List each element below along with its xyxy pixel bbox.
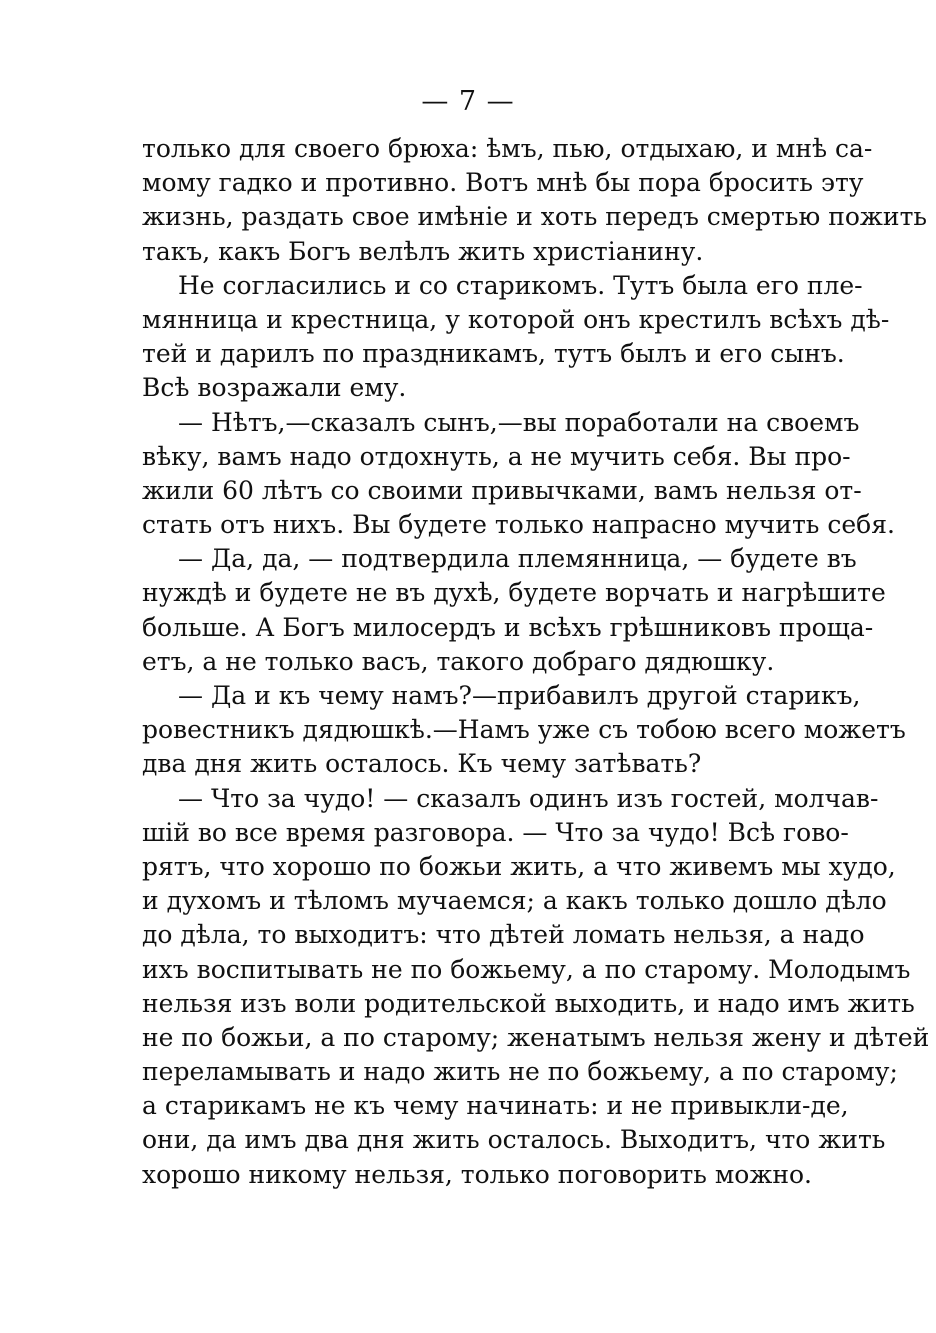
text-line: мому гадко и противно. Вотъ мнѣ бы пора бросить эту: [142, 168, 864, 198]
text-line: два дня жить осталось. Къ чему затѣвать?: [142, 749, 702, 779]
text-line: шій во все время разговора. — Что за чудо! Всѣ гово-: [142, 817, 849, 847]
text-line: не по божьи, а по старому; женатымъ нельзя жену и дѣтей: [142, 1022, 930, 1052]
text-line: больше. А Богъ милосердъ и всѣхъ грѣшниковъ проща-: [142, 612, 874, 642]
text-line: до дѣла, то выходитъ: что дѣтей ломать нельзя, а надо: [142, 920, 865, 950]
text-line: етъ, а не только васъ, такого добраго дядюшку.: [142, 646, 775, 676]
text-line: — Что за чудо! — сказалъ одинъ изъ гостей, молчав-: [178, 783, 879, 813]
text-line: мянница и крестница, у которой онъ крестилъ всѣхъ дѣ-: [142, 304, 890, 334]
text-line: переламывать и надо жить не по божьему, а по старому;: [142, 1057, 898, 1087]
text-line: хорошо никому нельзя, только поговорить можно.: [142, 1159, 812, 1189]
text-line: и духомъ и тѣломъ мучаемся; а какъ только дошло дѣло: [142, 886, 887, 916]
text-line: Всѣ возражали ему.: [142, 373, 407, 403]
text-line: — Нѣтъ,—сказалъ сынъ,—вы поработали на своемъ: [178, 407, 860, 437]
page-number: — 7 —: [421, 86, 515, 117]
text-line: стать отъ нихъ. Вы будете только напрасно мучить себя.: [142, 510, 895, 540]
text-line: такъ, какъ Богъ велѣлъ жить христіанину.: [142, 236, 704, 266]
text-line: они, да имъ два дня жить осталось. Выходитъ, что жить: [142, 1125, 886, 1155]
text-line: только для своего брюха: ѣмъ, пью, отдыхаю, и мнѣ са-: [142, 134, 873, 163]
text-line: ровестникъ дядюшкѣ.—Намъ уже съ тобою всего можетъ: [142, 715, 906, 745]
text-line: жили 60 лѣтъ со своими привычками, вамъ нельзя от-: [142, 475, 862, 505]
text-line: тей и дарилъ по праздникамъ, тутъ былъ и его сынъ.: [142, 339, 845, 369]
text-line: вѣку, вамъ надо отдохнуть, а не мучить себя. Вы про-: [142, 441, 851, 471]
text-line: нельзя изъ воли родительской выходить, и надо имъ жить: [142, 988, 915, 1018]
text-line: — Да, да, — подтвердила племянница, — будете въ: [178, 544, 857, 574]
text-line: рятъ, что хорошо по божьи жить, а что живемъ мы худо,: [142, 851, 896, 881]
text-line: а старикамъ не къ чему начинать: и не привыкли-де,: [142, 1091, 849, 1121]
text-line: Не согласились и со старикомъ. Тутъ была его пле-: [178, 270, 863, 300]
text-line: жизнь, раздать свое имѣніе и хоть передъ смертью пожить: [142, 202, 928, 232]
text-line: нуждѣ и будете не въ духѣ, будете ворчать и нагрѣшите: [142, 578, 886, 608]
text-line: ихъ воспитывать не по божьему, а по старому. Молодымъ: [142, 954, 911, 984]
text-line: — Да и къ чему намъ?—прибавилъ другой старикъ,: [178, 681, 861, 710]
body-text: [142, 132, 930, 1192]
